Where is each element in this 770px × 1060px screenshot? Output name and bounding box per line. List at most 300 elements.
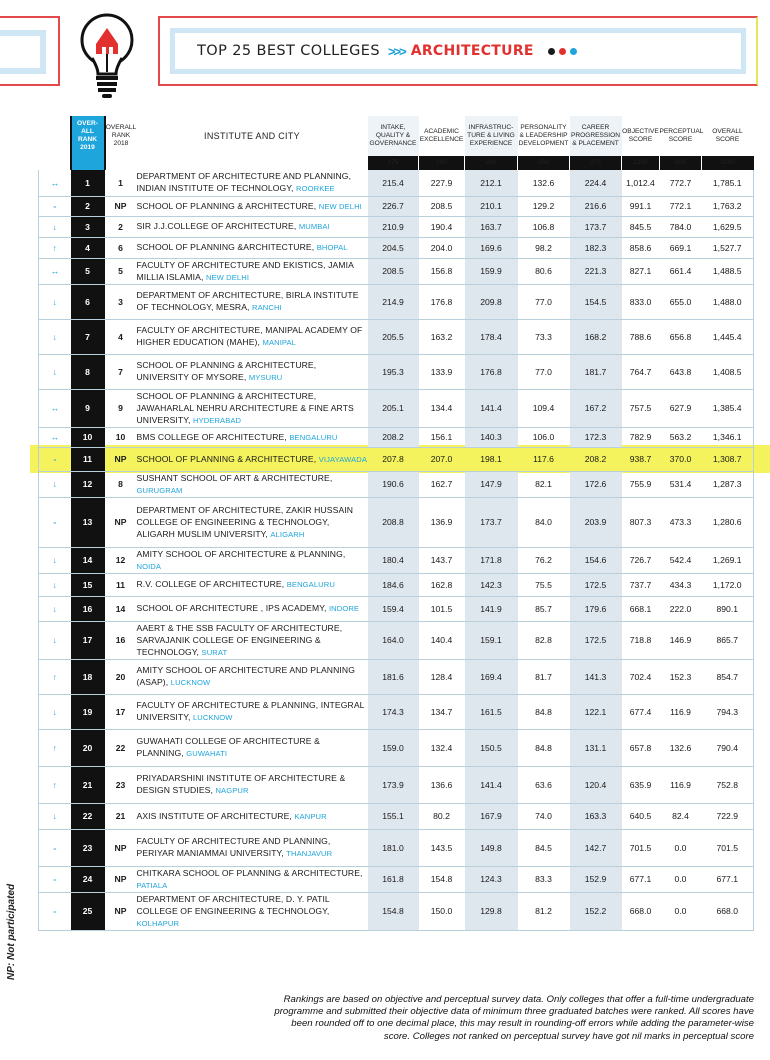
score-cell: 677.1: [702, 866, 754, 892]
table-row: [39, 573, 754, 596]
institute-cell: [137, 547, 368, 573]
score-cell: 141.9: [465, 596, 518, 621]
rank-2019-cell: 25: [71, 892, 105, 930]
score-cell: 661.4: [660, 258, 702, 284]
score-cell: 132.6: [660, 729, 702, 766]
score-cell: 172.5: [570, 573, 622, 596]
score-cell: 643.8: [660, 354, 702, 389]
arrow-up-icon: ↑: [39, 237, 71, 258]
score-cell: 141.4: [465, 766, 518, 803]
institute-name: AAERT & THE SSB FACULTY OF ARCHITECTURE, SARVAJANIK COLLEGE OF ENGINEERING & TECHNOLOGY,: [136, 622, 343, 657]
rank-2019-cell: 3: [71, 216, 105, 237]
institute-city: SURAT: [201, 647, 228, 657]
score-cell: 159.1: [465, 621, 518, 659]
header-left-frame: [0, 16, 60, 86]
score-cell: 163.2: [419, 319, 465, 354]
institute-city: BHOPAL: [316, 243, 348, 252]
score-cell: 222.0: [660, 596, 702, 621]
score-cell: 226.7: [368, 196, 419, 216]
institute-name: DEPARTMENT OF ARCHITECTURE, ZAKIR HUSSAIN COLLEGE OF ENGINEERING & TECHNOLOGY, ALIGARH MUSLIM UNIVERSITY,: [136, 504, 354, 539]
rank-2019-cell: 20: [71, 729, 105, 766]
score-cell: 150.0: [419, 892, 465, 930]
score-cell: 162.7: [419, 471, 465, 497]
rank-2019-cell: 8: [71, 354, 105, 389]
rank-2018-cell: 12: [105, 547, 137, 573]
score-cell: 150.5: [465, 729, 518, 766]
max-score: 150: [518, 156, 570, 170]
rank-2018-cell: 7: [105, 354, 137, 389]
score-cell: 131.1: [570, 729, 622, 766]
rank-2018-cell: 10: [105, 427, 137, 447]
score-cell: 184.6: [368, 573, 419, 596]
rank-2018-cell: 23: [105, 766, 137, 803]
arrow-left-right-icon: ↔: [39, 427, 71, 447]
rank-2018-cell: NP: [105, 497, 137, 547]
score-cell: 782.9: [622, 427, 660, 447]
institute-cell: [137, 829, 368, 866]
score-cell: 176.8: [419, 284, 465, 319]
score-cell: 833.0: [622, 284, 660, 319]
score-cell: 156.8: [419, 258, 465, 284]
score-cell: 74.0: [518, 803, 570, 829]
score-cell: 208.2: [368, 427, 419, 447]
score-cell: 159.9: [465, 258, 518, 284]
institute-city: NOIDA: [136, 561, 162, 571]
score-cell: 167.2: [570, 389, 622, 427]
score-cell: 82.4: [660, 803, 702, 829]
score-cell: 635.9: [622, 766, 660, 803]
institute-name: R.V. COLLEGE OF ARCHITECTURE,: [136, 579, 285, 589]
arrow-down-icon: ↓: [39, 621, 71, 659]
institute-cell: [137, 621, 368, 659]
rank-2018-cell: 4: [105, 319, 137, 354]
score-cell: 141.4: [465, 389, 518, 427]
score-cell: 167.9: [465, 803, 518, 829]
score-cell: 134.7: [419, 694, 465, 729]
score-cell: 1,280.6: [702, 497, 754, 547]
score-cell: 77.0: [518, 354, 570, 389]
table-row: [39, 471, 754, 497]
score-cell: 1,445.4: [702, 319, 754, 354]
score-cell: 752.8: [702, 766, 754, 803]
institute-cell: [137, 284, 368, 319]
institute-city: MANIPAL: [262, 338, 296, 347]
score-cell: 106.8: [518, 216, 570, 237]
score-cell: 531.4: [660, 471, 702, 497]
arrow-down-icon: ↓: [39, 354, 71, 389]
score-cell: 207.8: [368, 447, 419, 471]
score-cell: 1,385.4: [702, 389, 754, 427]
score-cell: 1,172.0: [702, 573, 754, 596]
score-cell: 117.6: [518, 447, 570, 471]
score-cell: 215.4: [368, 170, 419, 196]
institute-cell: [137, 573, 368, 596]
score-cell: 129.8: [465, 892, 518, 930]
rank-2018-cell: 1: [105, 170, 137, 196]
rankings-table: [38, 116, 754, 931]
institute-city: PATIALA: [136, 880, 168, 890]
score-cell: 737.7: [622, 573, 660, 596]
institute-city: KANPUR: [294, 811, 327, 821]
rank-2018-cell: 5: [105, 258, 137, 284]
score-cell: 179.6: [570, 596, 622, 621]
institute-cell: [137, 258, 368, 284]
table-row: [39, 766, 754, 803]
score-cell: 370.0: [660, 447, 702, 471]
score-cell: 129.2: [518, 196, 570, 216]
score-cell: 755.9: [622, 471, 660, 497]
score-cell: 159.0: [368, 729, 419, 766]
rank-2019-cell: 10: [71, 427, 105, 447]
rank-2018-cell: NP: [105, 892, 137, 930]
score-header: PERCEPTUAL SCORE: [659, 128, 704, 143]
score-cell: 627.9: [660, 389, 702, 427]
dash-icon: -: [39, 829, 71, 866]
institute-cell: [137, 170, 368, 196]
score-cell: 1,488.5: [702, 258, 754, 284]
rank-2019-cell: 18: [71, 659, 105, 694]
arrow-down-icon: ↓: [39, 471, 71, 497]
header-left-inner-frame: [0, 30, 46, 74]
score-cell: 434.3: [660, 573, 702, 596]
rank-2018-cell: 21: [105, 803, 137, 829]
institute-name: SIR J.J.COLLEGE OF ARCHITECTURE,: [136, 221, 297, 231]
score-cell: 140.3: [465, 427, 518, 447]
score-cell: 668.1: [622, 596, 660, 621]
rank-2018-cell: NP: [105, 866, 137, 892]
score-cell: 208.5: [419, 196, 465, 216]
institute-name: SUSHANT SCHOOL OF ART & ARCHITECTURE,: [136, 472, 333, 483]
score-cell: 182.3: [570, 237, 622, 258]
table-row: [39, 892, 754, 930]
dash-icon: -: [39, 892, 71, 930]
score-cell: 172.6: [570, 471, 622, 497]
max-score: 2000: [702, 156, 754, 170]
score-cell: 858.6: [622, 237, 660, 258]
table-row: [39, 427, 754, 447]
score-cell: 171.8: [465, 547, 518, 573]
page-subtitle: ARCHITECTURE: [410, 43, 534, 59]
score-cell: 1,269.1: [702, 547, 754, 573]
rank-2018-cell: 14: [105, 596, 137, 621]
score-cell: 173.7: [465, 497, 518, 547]
score-cell: 152.3: [660, 659, 702, 694]
score-cell: 81.2: [518, 892, 570, 930]
score-cell: 845.5: [622, 216, 660, 237]
table-row: [39, 497, 754, 547]
score-cell: 149.8: [465, 829, 518, 866]
score-cell: 143.7: [419, 547, 465, 573]
score-cell: 159.4: [368, 596, 419, 621]
institute-name: DEPARTMENT OF ARCHITECTURE, BIRLA INSTITUTE OF TECHNOLOGY, MESRA,: [136, 290, 359, 312]
institute-city: MUMBAI: [298, 222, 330, 231]
score-cell: 174.3: [368, 694, 419, 729]
score-cell: 677.4: [622, 694, 660, 729]
institute-cell: [137, 803, 368, 829]
institute-name: FACULTY OF ARCHITECTURE AND EKISTICS, JAMIA MILLIA ISLAMIA,: [136, 259, 354, 282]
score-cell: 142.7: [570, 829, 622, 866]
score-cell: 84.5: [518, 829, 570, 866]
institute-name: DEPARTMENT OF ARCHITECTURE, D. Y. PATIL COLLEGE OF ENGINEERING & TECHNOLOGY,: [136, 893, 330, 916]
score-cell: 1,527.7: [702, 237, 754, 258]
score-cell: 76.2: [518, 547, 570, 573]
institute-cell: [137, 389, 368, 427]
score-cell: 772.1: [660, 196, 702, 216]
score-cell: 657.8: [622, 729, 660, 766]
score-cell: 198.1: [465, 447, 518, 471]
table-row: [39, 237, 754, 258]
score-cell: 136.9: [419, 497, 465, 547]
max-score: 800: [660, 156, 702, 170]
score-cell: 772.7: [660, 170, 702, 196]
dash-icon: -: [39, 497, 71, 547]
rank-2018-cell: 3: [105, 284, 137, 319]
institute-cell: [137, 216, 368, 237]
max-score: 1200: [622, 156, 660, 170]
score-cell: 655.0: [660, 284, 702, 319]
score-cell: 81.7: [518, 659, 570, 694]
score-cell: 120.4: [570, 766, 622, 803]
table-row: [39, 866, 754, 892]
score-cell: 726.7: [622, 547, 660, 573]
score-cell: 722.9: [702, 803, 754, 829]
score-cell: 84.8: [518, 694, 570, 729]
arrow-left-right-icon: ↔: [39, 258, 71, 284]
institute-name: SCHOOL OF PLANNING & ARCHITECTURE,: [136, 453, 317, 464]
score-cell: 106.0: [518, 427, 570, 447]
score-cell: 0.0: [660, 892, 702, 930]
rank-2018-cell: 6: [105, 237, 137, 258]
institute-cell: [137, 892, 368, 930]
score-cell: 668.0: [702, 892, 754, 930]
score-cell: 172.5: [570, 621, 622, 659]
score-cell: 136.6: [419, 766, 465, 803]
score-cell: 677.1: [622, 866, 660, 892]
score-cell: 101.5: [419, 596, 465, 621]
arrow-down-icon: ↓: [39, 319, 71, 354]
score-cell: 181.6: [368, 659, 419, 694]
institute-city: MYSURU: [248, 373, 283, 382]
dot-blue-icon: [570, 48, 577, 55]
institute-name: BMS COLLEGE OF ARCHITECTURE,: [136, 431, 287, 442]
score-cell: 214.9: [368, 284, 419, 319]
score-cell: 164.0: [368, 621, 419, 659]
rank-2019-cell: 1: [71, 170, 105, 196]
score-cell: 991.1: [622, 196, 660, 216]
arrow-up-icon: ↑: [39, 659, 71, 694]
score-cell: 473.3: [660, 497, 702, 547]
arrow-left-right-icon: ↔: [39, 389, 71, 427]
max-rank-cell: [71, 156, 105, 170]
institute-city: LUCKNOW: [192, 713, 233, 722]
score-cell: 173.9: [368, 766, 419, 803]
score-cell: 0.0: [660, 829, 702, 866]
rank-2019-cell: 6: [71, 284, 105, 319]
score-cell: 195.3: [368, 354, 419, 389]
table-row: [39, 354, 754, 389]
score-cell: 764.7: [622, 354, 660, 389]
decorative-dots: [548, 48, 577, 55]
institute-city: ROORKEE: [296, 184, 335, 194]
dash-icon: -: [39, 196, 71, 216]
score-cell: 807.3: [622, 497, 660, 547]
rank-2018-cell: 22: [105, 729, 137, 766]
score-cell: 221.3: [570, 258, 622, 284]
dash-icon: -: [39, 866, 71, 892]
max-blank: [105, 156, 137, 170]
rank-2018-cell: 20: [105, 659, 137, 694]
table-row: [39, 803, 754, 829]
score-cell: 77.0: [518, 284, 570, 319]
table-row: [39, 447, 754, 471]
arrow-down-icon: ↓: [39, 284, 71, 319]
score-cell: 1,763.2: [702, 196, 754, 216]
score-cell: 210.9: [368, 216, 419, 237]
score-cell: 784.0: [660, 216, 702, 237]
score-cell: 122.1: [570, 694, 622, 729]
table-row: [39, 596, 754, 621]
score-cell: 178.4: [465, 319, 518, 354]
institute-cell: [137, 427, 368, 447]
score-header: OVERALL SCORE: [712, 128, 743, 143]
score-cell: 210.1: [465, 196, 518, 216]
institute-city: ALIGARH: [270, 529, 305, 539]
institute-name: FACULTY OF ARCHITECTURE & PLANNING, INTEGRAL UNIVERSITY,: [136, 700, 365, 722]
rank-2019-cell: 13: [71, 497, 105, 547]
arrow-up-icon: ↑: [39, 766, 71, 803]
institute-name: PRIYADARSHINI INSTITUTE OF ARCHITECTURE & DESIGN STUDIES,: [136, 773, 346, 795]
score-cell: 176.8: [465, 354, 518, 389]
title-banner: [158, 16, 758, 86]
lightbulb-icon: [76, 10, 138, 100]
max-score-row: [39, 156, 754, 170]
score-header: OBJECTIVE SCORE: [622, 128, 659, 143]
score-cell: 109.4: [518, 389, 570, 427]
institute-cell: [137, 319, 368, 354]
score-cell: 181.0: [368, 829, 419, 866]
score-cell: 116.9: [660, 694, 702, 729]
score-cell: 204.5: [368, 237, 419, 258]
arrow-left-right-icon: ↔: [39, 170, 71, 196]
institute-cell: [137, 447, 368, 471]
rank-2019-cell: 24: [71, 866, 105, 892]
score-cell: 163.7: [465, 216, 518, 237]
score-cell: 98.2: [518, 237, 570, 258]
score-cell: 132.4: [419, 729, 465, 766]
score-cell: 208.5: [368, 258, 419, 284]
table-row: [39, 547, 754, 573]
footnote: Rankings are based on objective and perceptual survey data. Only colleges that offer a full-time undergraduate programme and submitted their objective data of minimum three graduated batches were ranked. All scores have been rounded off to one decimal place, this may result in rounding-off errors while adding the parameter-wise score. Colleges not ranked on perceptual survey have got nil marks in perceptual score: [274, 994, 754, 1042]
table-row: [39, 389, 754, 427]
institute-name: SCHOOL OF PLANNING & ARCHITECTURE, JAWAHARLAL NEHRU ARCHITECTURE & FINE ARTS UNIVERSITY,: [136, 390, 354, 425]
table-row: [39, 319, 754, 354]
institute-cell: [137, 694, 368, 729]
max-score: 240: [465, 156, 518, 170]
rank-2019-cell: 21: [71, 766, 105, 803]
max-score: 260: [419, 156, 465, 170]
score-cell: 757.5: [622, 389, 660, 427]
institute-city: RANCHI: [252, 303, 282, 312]
score-cell: 154.6: [570, 547, 622, 573]
rank-2019-cell: 14: [71, 547, 105, 573]
institute-city: KOLHAPUR: [136, 918, 180, 928]
score-cell: 563.2: [660, 427, 702, 447]
rank-2019-cell: 15: [71, 573, 105, 596]
institute-cell: [137, 237, 368, 258]
institute-city: BENGALURU: [286, 580, 335, 589]
score-cell: 216.6: [570, 196, 622, 216]
score-cell: 207.0: [419, 447, 465, 471]
dash-icon: -: [39, 447, 71, 471]
institute-name: GUWAHATI COLLEGE OF ARCHITECTURE & PLANNING,: [136, 736, 320, 758]
score-cell: 702.4: [622, 659, 660, 694]
arrow-down-icon: ↓: [39, 596, 71, 621]
score-cell: 80.6: [518, 258, 570, 284]
score-cell: 80.2: [419, 803, 465, 829]
arrow-down-icon: ↓: [39, 573, 71, 596]
arrow-down-icon: ↓: [39, 694, 71, 729]
score-cell: 84.8: [518, 729, 570, 766]
score-header: CAREER PROGRESSION & PLACEMENT: [570, 116, 622, 156]
institute-name: DEPARTMENT OF ARCHITECTURE AND PLANNING, INDIAN INSTITUTE OF TECHNOLOGY,: [136, 171, 352, 194]
institute-name: FACULTY OF ARCHITECTURE AND PLANNING, PERIYAR MANIAMMAI UNIVERSITY,: [136, 836, 331, 858]
score-cell: 154.8: [368, 892, 419, 930]
score-cell: 212.1: [465, 170, 518, 196]
score-cell: 73.3: [518, 319, 570, 354]
score-cell: 82.1: [518, 471, 570, 497]
score-cell: 116.9: [660, 766, 702, 803]
institute-city: GURUGRAM: [136, 485, 183, 495]
score-cell: 701.5: [622, 829, 660, 866]
institute-cell: [137, 866, 368, 892]
score-cell: 190.6: [368, 471, 419, 497]
score-cell: 208.8: [368, 497, 419, 547]
rank-2018-cell: 2: [105, 216, 137, 237]
rank-2018-cell: 17: [105, 694, 137, 729]
table-row: [39, 694, 754, 729]
arrow-up-icon: ↑: [39, 729, 71, 766]
score-cell: 152.9: [570, 866, 622, 892]
table-row: [39, 659, 754, 694]
score-cell: 209.8: [465, 284, 518, 319]
rank-2019-cell: 5: [71, 258, 105, 284]
score-cell: 147.9: [465, 471, 518, 497]
score-cell: 155.1: [368, 803, 419, 829]
score-cell: 203.9: [570, 497, 622, 547]
score-cell: 865.7: [702, 621, 754, 659]
institute-cell: [137, 729, 368, 766]
score-cell: 794.3: [702, 694, 754, 729]
table-row: [39, 258, 754, 284]
np-note: NP: Not participated: [6, 883, 17, 980]
score-cell: 0.0: [660, 866, 702, 892]
rank-2019-cell: 19: [71, 694, 105, 729]
dot-black-icon: [548, 48, 555, 55]
institute-name: SCHOOL OF ARCHITECTURE , IPS ACADEMY,: [136, 603, 327, 613]
rank-2018-cell: NP: [105, 829, 137, 866]
rank-2018-header: OVERALL RANK 2018: [105, 124, 137, 147]
score-cell: 169.6: [465, 237, 518, 258]
score-cell: 1,308.7: [702, 447, 754, 471]
score-cell: 83.3: [518, 866, 570, 892]
score-cell: 173.7: [570, 216, 622, 237]
rank-2019-cell: 7: [71, 319, 105, 354]
rank-2019-cell: 17: [71, 621, 105, 659]
institute-name: CHITKARA SCHOOL OF PLANNING & ARCHITECTURE,: [136, 867, 363, 878]
score-header: PERSONALITY & LEADERSHIP DEVELOPMENT: [518, 124, 569, 147]
title-arrows: >>>: [387, 43, 405, 59]
score-cell: 133.9: [419, 354, 465, 389]
